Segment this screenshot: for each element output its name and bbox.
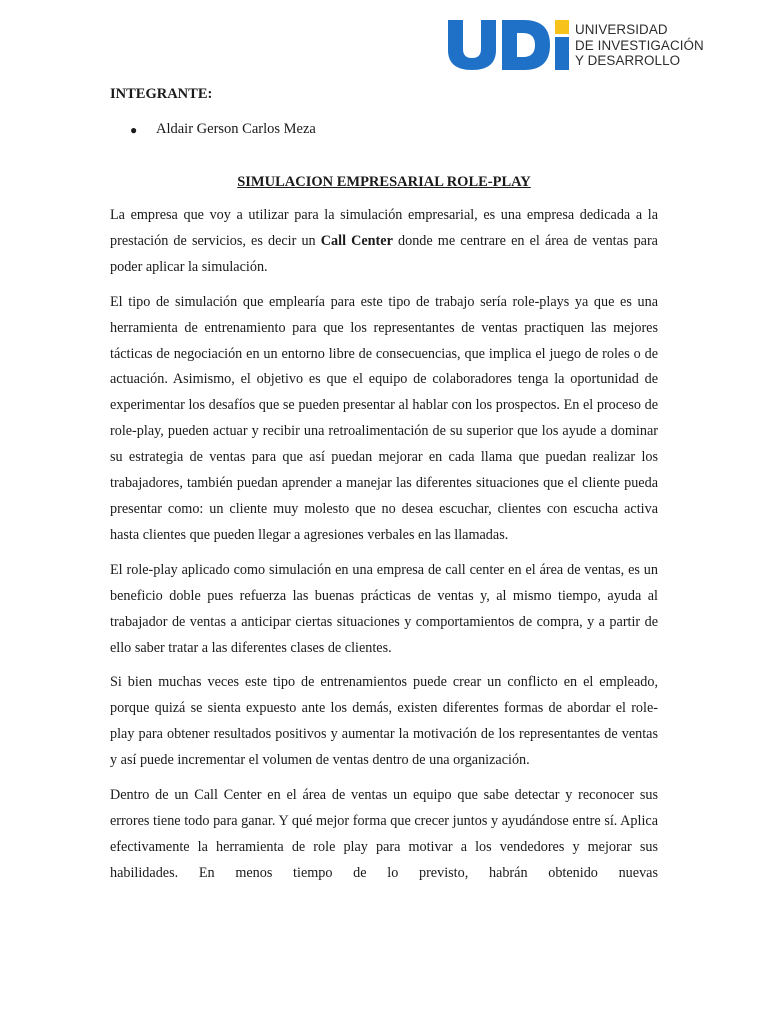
logo-line-1: UNIVERSIDAD [575,22,668,37]
logo-line-3: Y DESARROLLO [575,53,681,68]
paragraph-4: Si bien muchas veces este tipo de entrenamientos puede crear un conflicto en el empleado, porque quizá se sienta expuesto ante los demás, existen diferentes formas de abordar el role-play para obtener resultados positivos y aumentar la motivación de los representantes de ventas y así puede incrementar el volumen de ventas dentro de una organización. [110,674,658,769]
integrante-label: INTEGRANTE: [110,86,213,102]
paragraph-1-after: donde me centrare en el área de ventas para poder aplicar la simulación. [110,232,658,275]
paragraph-1 [110,203,658,281]
paragraph-5: Dentro de un Call Center en el área de ventas un equipo que sabe detectar y reconocer sus errores tiene todo para ganar. Y qué mejor forma que crecer juntos y ayudándose entre sí. Aplica efectivamente la herramienta de role play para motivar a los vendedores y mejorar sus habilidades. En menos tiempo de lo previsto, habrán obtenido nuevas [110,787,658,881]
member-name: Aldair Gerson Carlos Meza [156,121,316,137]
call-center-bold: Call Center [320,232,393,249]
logo-wordmark [575,22,704,69]
paragraph-1-before: La empresa que voy a utilizar para la simulación empresarial, es una empresa dedicada a la prestación de servicios, es decir un [110,207,658,249]
university-logo [446,16,706,72]
paragraph-2: El tipo de simulación que emplearía para este tipo de trabajo sería role-plays ya que es una herramienta de entrenamiento para que los representantes de ventas practiquen las mejores tácticas de negociación en un entorno libre de consecuencias, que implica el juego de roles o de actuación. Asimismo, el objetivo es que el equipo de colaboradores tenga la oportunidad de experimentar los desafíos que se pueden presentar al hablar con los prospectos. En el proceso de role-play, pueden actuar y recibir una retroalimentación de su superior que los ayude a dominar su estrategia de ventas para que así puedan mejorar en cada llama que puedan realizar los trabajadores, también puedan aprender a manejar las diferentes situaciones que el cliente pueda presentar como: un cliente muy molesto que no desea escuchar, clientes con escucha activa hasta clientes que pueden llegar a agresiones verbales en las llamadas. [110,293,658,543]
members-list [130,121,316,138]
document-body [110,203,658,896]
document-title: SIMULACION EMPRESARIAL ROLE-PLAY [237,174,531,190]
paragraph-3: El role-play aplicado como simulación en una empresa de call center en el área de ventas, es un beneficio doble pues refuerza las buenas prácticas de ventas y, al mismo tiempo, ayuda al trabajador de ventas a anticipar ciertas situaciones y comportamientos de compra, y a partir de ello saber tratar a las diferentes clases de clientes. [110,561,658,656]
list-item [130,121,316,138]
udi-logo-mark-icon [446,18,574,70]
bullet-icon: ● [130,123,138,137]
logo-line-2: DE INVESTIGACIÓN [575,37,704,53]
